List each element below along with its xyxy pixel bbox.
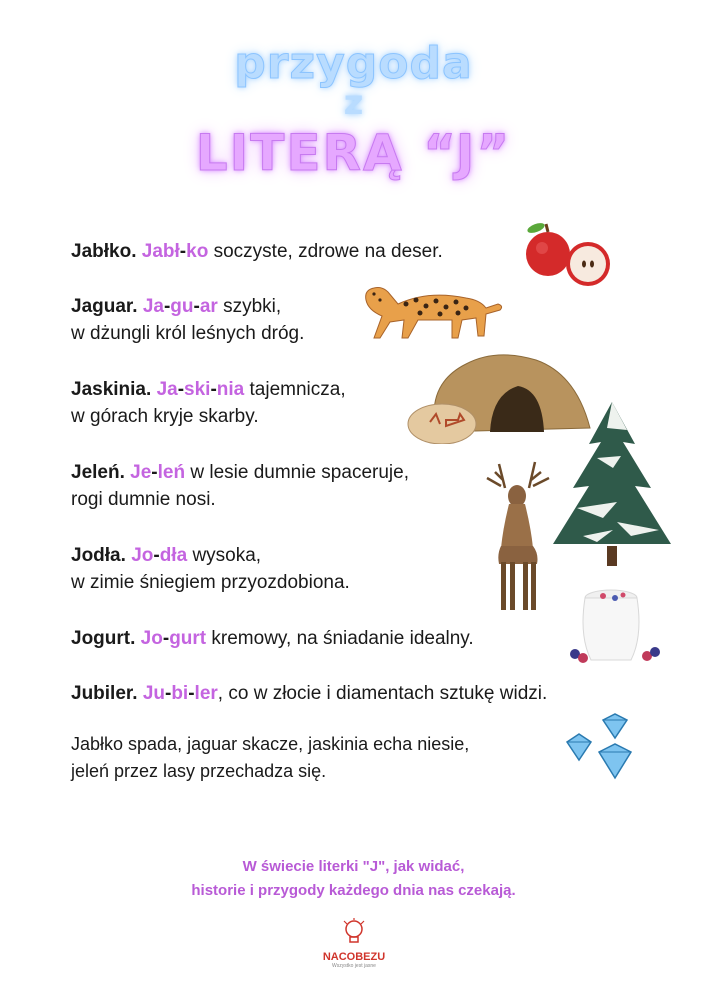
syllable: Ja: [156, 379, 178, 400]
closing-line-1: Jabłko spada, jaguar skacze, jaskinia echa niesie,: [71, 734, 470, 754]
syllable: gu: [170, 296, 194, 317]
verse-jablko: [71, 238, 443, 265]
verse-word: Jeleń.: [71, 462, 125, 483]
syllable: leń: [157, 462, 186, 483]
syllable: Jabł: [141, 241, 180, 262]
apple-icon: [522, 220, 618, 292]
syllable: Je: [130, 462, 152, 483]
verse-text: soczyste, zdrowe na deser.: [213, 241, 443, 262]
title-block: [0, 40, 707, 184]
verse-text: tajemnicza,: [249, 379, 346, 400]
syllable: ler: [194, 683, 218, 704]
footer-line-1: W świecie literki "J", jak widać,: [242, 858, 465, 875]
verse-text: w lesie dumnie spaceruje,: [190, 462, 409, 483]
verse-word: Jodła.: [71, 545, 126, 566]
verse-jubiler: [71, 680, 547, 707]
logo-name: NACOBEZU: [322, 951, 386, 963]
syllable: dła: [159, 545, 188, 566]
verse-text: szybki,: [223, 296, 282, 317]
verse-text: wysoka,: [192, 545, 262, 566]
verse-word: Jaguar.: [71, 296, 138, 317]
closing-line-2: jeleń przez lasy przechadza się.: [71, 761, 327, 781]
nacobezu-logo: [318, 918, 390, 969]
footer-line-2: historie i przygody każdego dnia nas czekają.: [191, 882, 516, 899]
fir-tree-icon: [547, 398, 677, 568]
title-line-z: z: [343, 83, 364, 123]
title-line-litera-j: LITERĄ “J”: [195, 124, 512, 182]
verse-line-2: w górach kryje skarby.: [71, 406, 259, 427]
syllable: Ju: [142, 683, 165, 704]
verse-line-2: rogi dumnie nosi.: [71, 489, 216, 510]
syllable: gurt: [169, 628, 207, 649]
verse-line: Jaguar. Ja-gu-ar szybki,: [71, 296, 282, 317]
verse-line-2: w zimie śniegiem przyozdobiona.: [71, 572, 350, 593]
syllable: Jo: [140, 628, 163, 649]
syllable: ar: [199, 296, 218, 317]
diamonds-icon: [563, 712, 641, 782]
syllable: bi: [171, 683, 189, 704]
closing-stanza: [71, 731, 469, 785]
syllable: nia: [216, 379, 245, 400]
verse-jelen: [71, 459, 409, 513]
footer-text: [0, 855, 707, 903]
syllable: Ja: [142, 296, 164, 317]
verse-word: Jaskinia.: [71, 379, 152, 400]
verse-word: Jabłko.: [71, 241, 137, 262]
syllable: ski: [184, 379, 211, 400]
verse-text: kremowy, na śniadanie idealny.: [211, 628, 474, 649]
logo-tagline: Wszystko jest jasne: [332, 963, 376, 969]
verse-jaskinia: [71, 376, 346, 430]
lightbulb-icon: [341, 918, 367, 946]
verse-jaguar: [71, 293, 304, 347]
verse-word: Jogurt.: [71, 628, 136, 649]
verse-line: Jaskinia. Ja-ski-nia tajemnicza,: [71, 379, 346, 400]
verse-jodla: [71, 542, 350, 596]
verse-line: Jubiler. Ju-bi-ler, co w złocie i diamentach sztukę widzi.: [71, 683, 548, 704]
syllable: Jo: [131, 545, 154, 566]
title-line-przygoda: przygoda: [234, 38, 473, 89]
verse-jogurt: [71, 625, 474, 652]
verse-line: Jodła. Jo-dła wysoka,: [71, 545, 262, 566]
verse-line-2: w dżungli król leśnych dróg.: [71, 323, 305, 344]
verse-line: Jabłko. Jabł-ko soczyste, zdrowe na deser.: [71, 241, 443, 262]
verse-text: , co w złocie i diamentach sztukę widzi.: [217, 683, 548, 704]
verse-line: Jogurt. Jo-gurt kremowy, na śniadanie idealny.: [71, 628, 474, 649]
jaguar-icon: [358, 270, 506, 344]
verse-word: Jubiler.: [71, 683, 138, 704]
syllable: ko: [186, 241, 209, 262]
yogurt-icon: [567, 586, 661, 666]
verse-line: Jeleń. Je-leń w lesie dumnie spaceruje,: [71, 462, 409, 483]
